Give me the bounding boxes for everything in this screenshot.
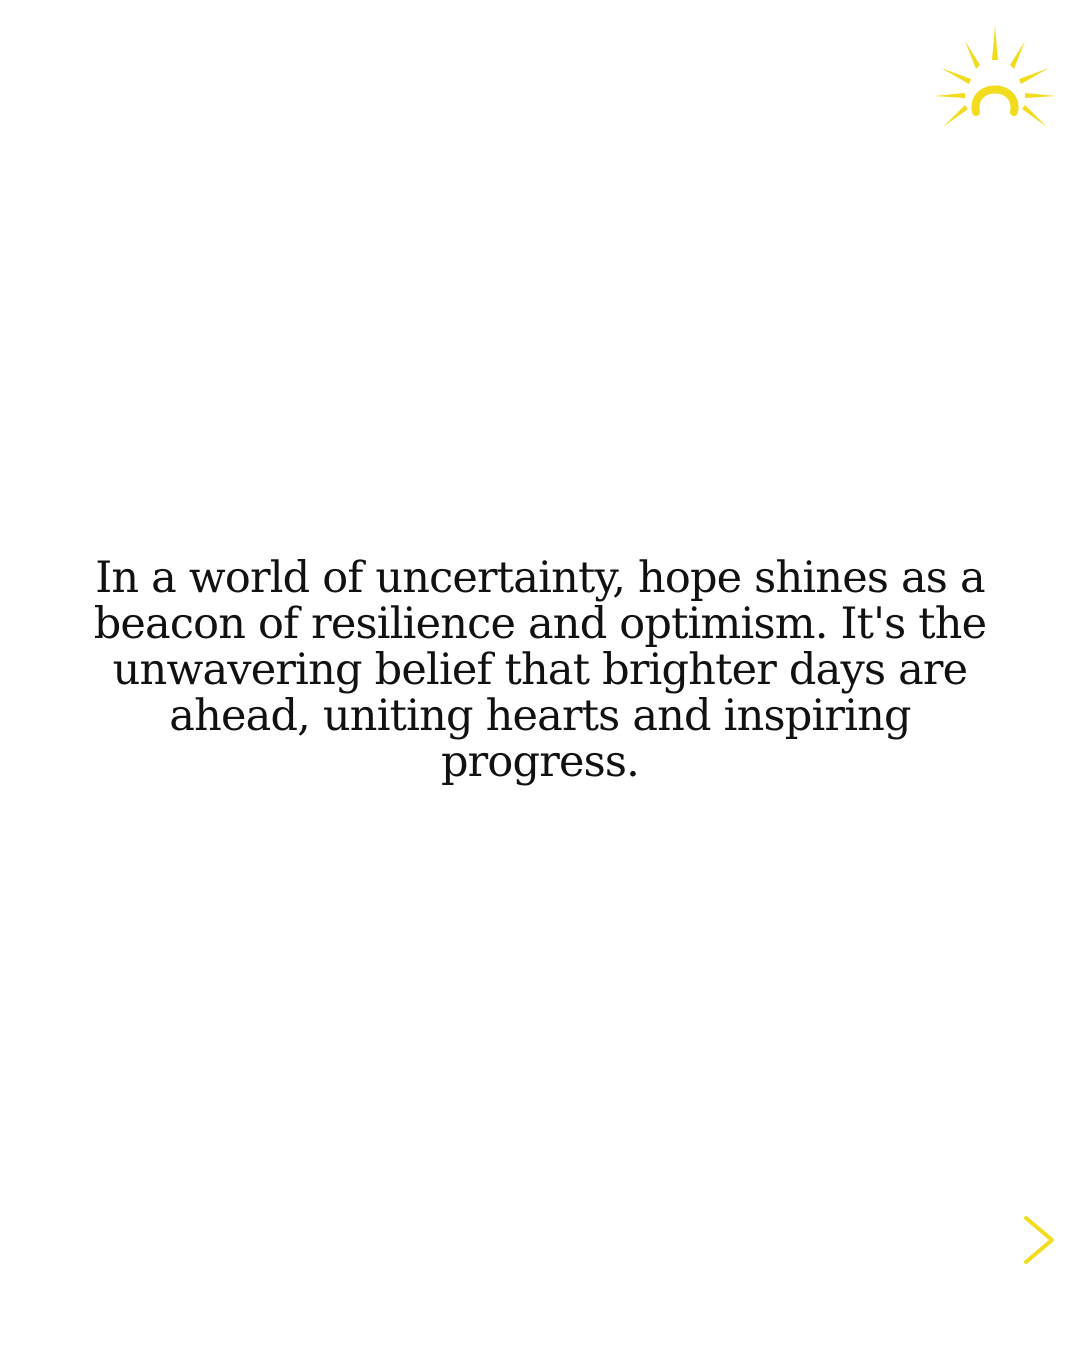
sun-icon — [930, 24, 1060, 130]
quote-text: In a world of uncertainty, hope shines as a beacon of resilience and optimism. It's the unwavering belief that brighter days are ahead, uniting hearts and inspiring progress. — [93, 553, 987, 787]
arrow-right-icon[interactable] — [630, 1210, 1060, 1270]
